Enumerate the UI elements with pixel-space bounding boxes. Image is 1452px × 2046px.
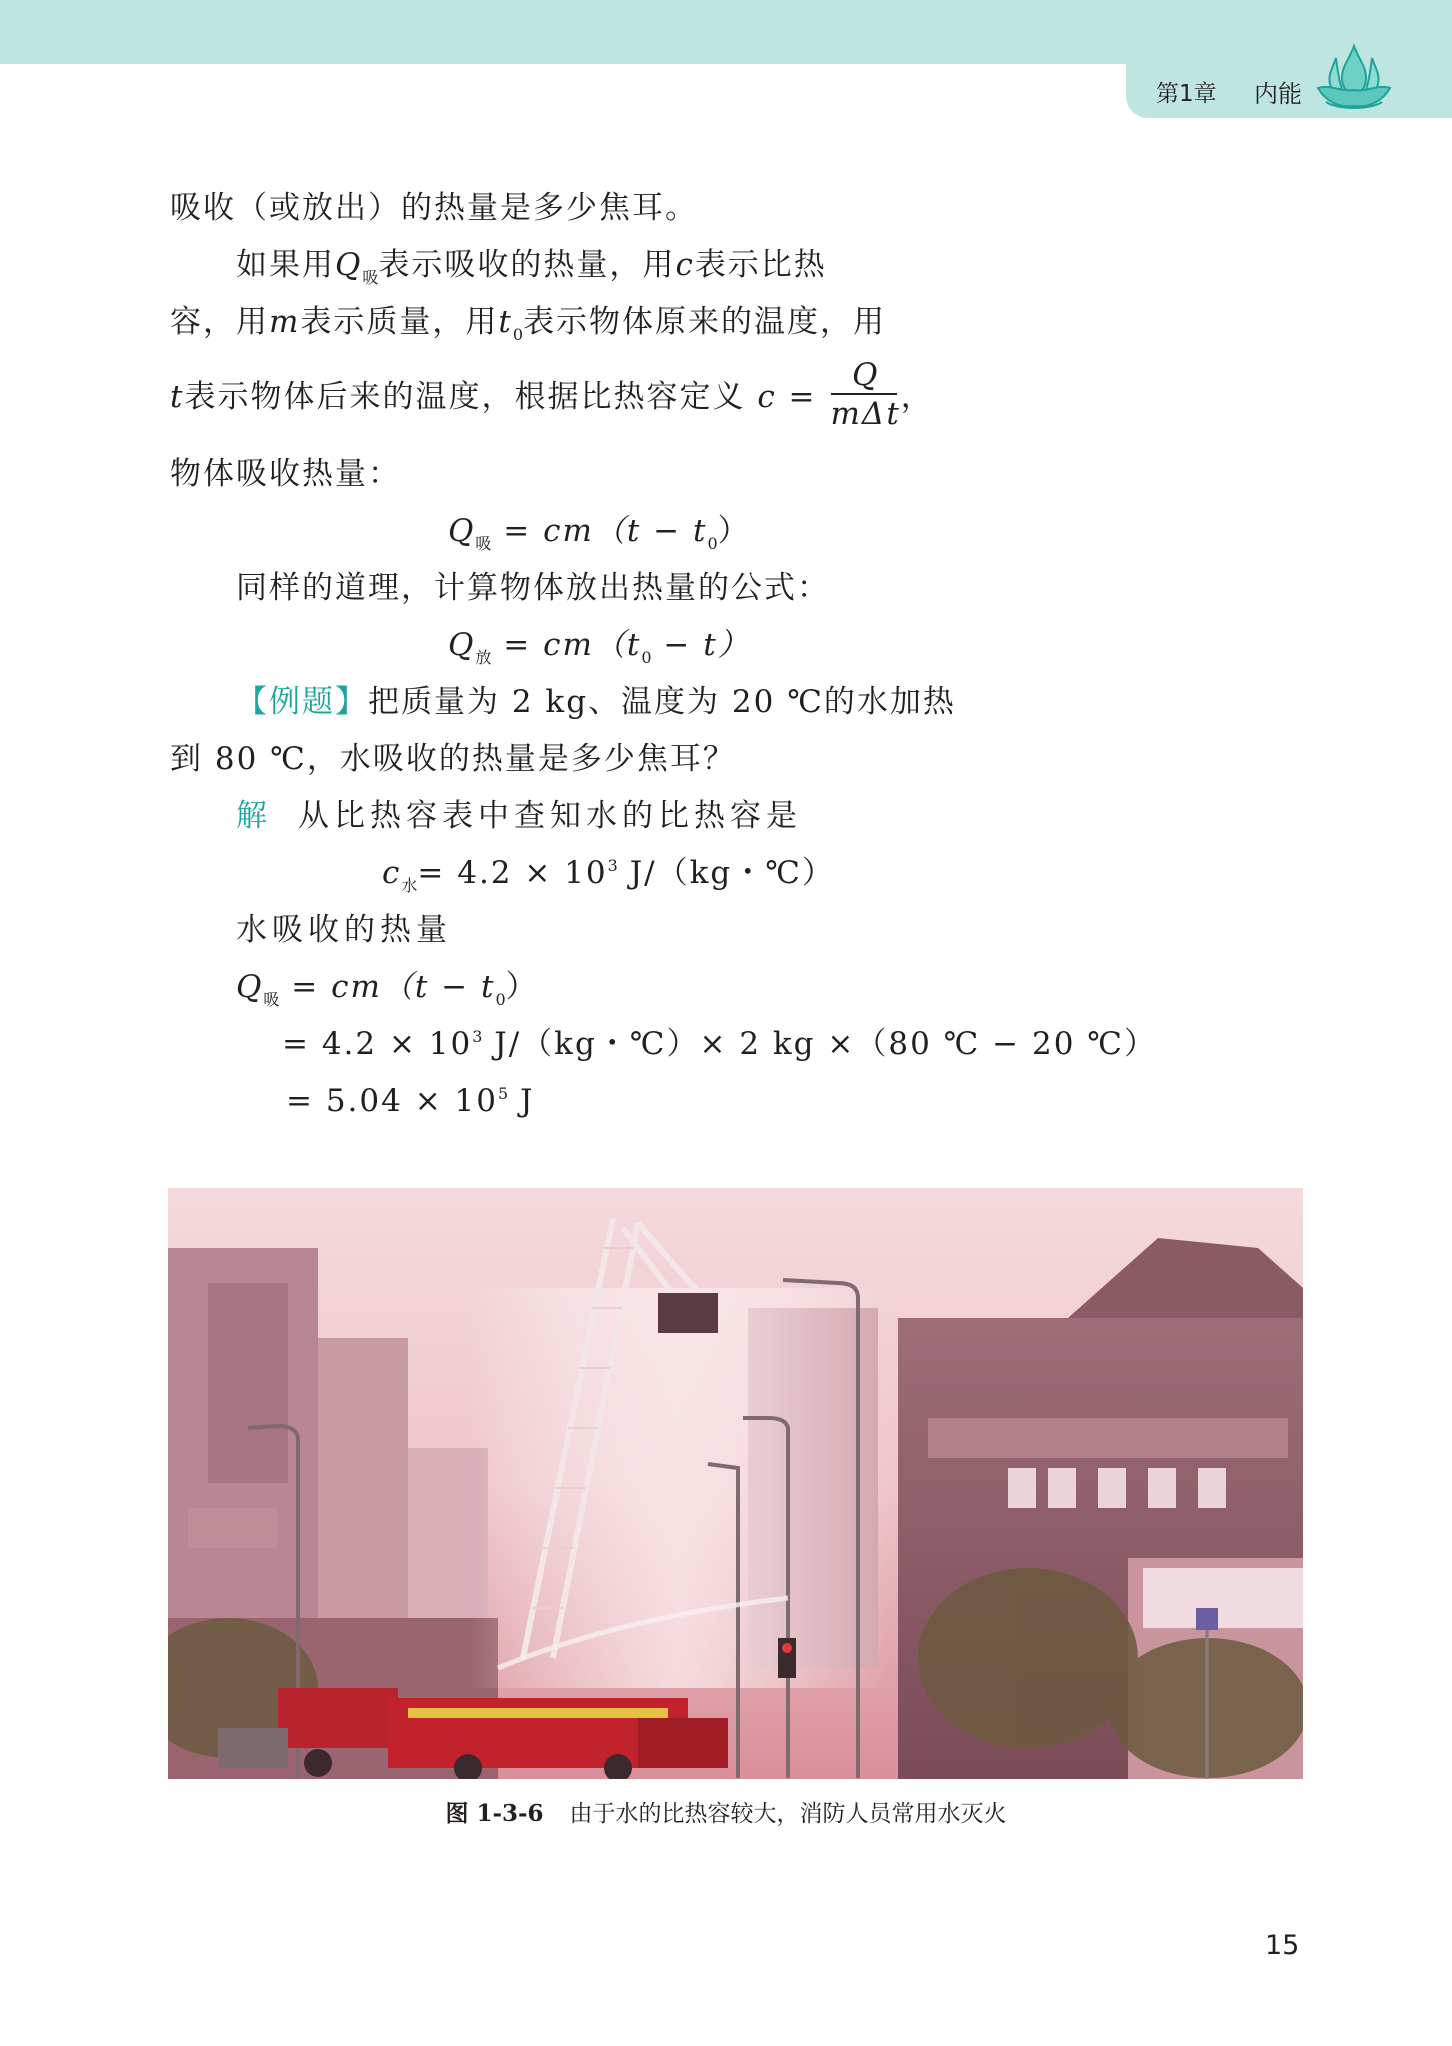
text-line: 水吸收的热量 <box>236 912 452 948</box>
chapter-number: 第1章 <box>1156 81 1217 107</box>
solution-line: 解 从比热容表中查知水的比热容是 <box>236 798 802 834</box>
formula-step-2: = $4.2 \times 10^3$ J/（kg・℃）× 2 kg ×（80 ℃ − 20 ℃） <box>282 1026 1157 1062</box>
flame-icon <box>1312 44 1396 120</box>
figure-caption <box>0 1795 1452 1828</box>
formula-absorb: $Q_吸 = cm(t - t_0)$ <box>448 513 751 553</box>
top-color-band <box>0 0 1452 64</box>
text-line: t表示物体后来的温度，根据比热容定义 c = $\frac{Q}{\text{mΔt}}$ ， <box>170 356 934 432</box>
figure-caption-text: 由于水的比热容较大，消防人员常用水灭火 <box>569 1801 1007 1827</box>
formula-release: $Q_放 = cm(t_0 - t)$ <box>448 627 751 667</box>
text-line: 物体吸收热量： <box>170 456 401 492</box>
specific-heat-fraction: $\frac{Q}{\text{mΔt}}$ <box>830 356 901 432</box>
text-line: 吸收（或放出）的热量是多少焦耳。 <box>170 190 698 226</box>
text-line: 同样的道理，计算物体放出热量的公式： <box>236 570 830 606</box>
chapter-title: 内能 <box>1254 80 1302 108</box>
firefighting-photo <box>168 1188 1303 1779</box>
text-line: 如果用$Q_吸$表示吸收的热量，用c表示比热 <box>236 247 827 287</box>
formula-step-1: $Q_吸 = cm(t - t_0)$ <box>236 969 539 1009</box>
figure-label: 图 1-3-6 <box>445 1800 544 1827</box>
text-line: 容，用m表示质量，用$t_0$表示物体原来的温度，用 <box>170 304 887 344</box>
chapter-header-tab <box>1126 60 1452 118</box>
formula-step-3: = $5.04 \times 10^5$ J <box>286 1083 535 1119</box>
example-label: 【例题】 <box>236 684 368 720</box>
ladder-basket <box>658 1293 718 1333</box>
solution-label: 解 <box>236 798 272 834</box>
formula-water-specific-heat: $c_水= 4.2 \times 10^3$ J/（kg・℃） <box>382 855 835 895</box>
example-problem: 【例题】把质量为 2 kg、温度为 20 ℃的水加热 <box>236 684 956 720</box>
page-number: 15 <box>1265 1930 1300 1961</box>
text-line: 到 80 ℃，水吸收的热量是多少焦耳？ <box>170 741 736 777</box>
